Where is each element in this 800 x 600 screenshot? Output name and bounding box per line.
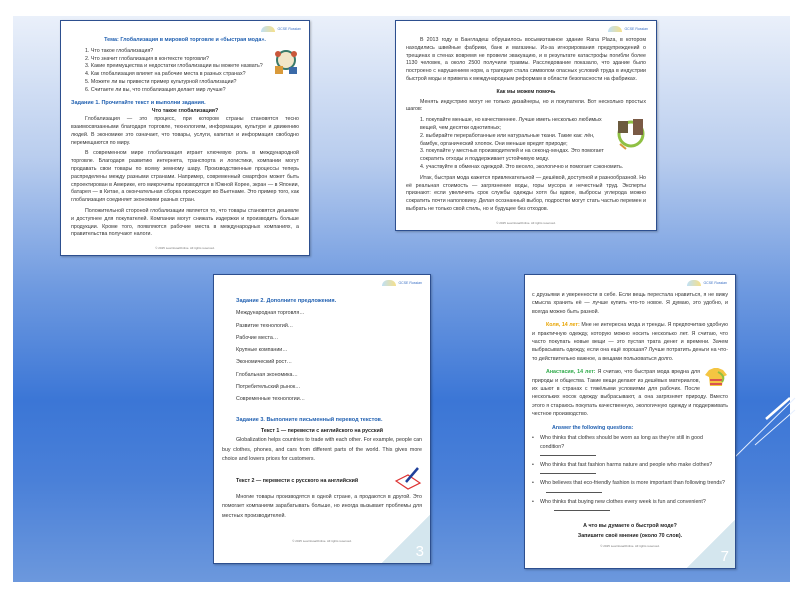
answer-line[interactable] bbox=[546, 492, 602, 493]
task-2-heading: Задание 2. Дополните предложения. bbox=[236, 298, 337, 304]
anastasia-text: Я считаю, что быстрая мода вредна для природы и общества. Такие вещи делают из дешёвых материалов, их шьют в странах с тяжёлыми условиями для рабочих. После нескольких носок одежду выбрасывают, а она загрязняет природу. Вместо этого я стараюсь покупать качественную, экологичную одежду и поддерживать честное производство. bbox=[532, 369, 728, 418]
question-item: • Who thinks that buying new clothes every week is fun and convenient? bbox=[532, 498, 728, 506]
answer-line[interactable] bbox=[554, 510, 610, 511]
gcse-logo bbox=[687, 280, 727, 286]
sentence-stem: Международная торговля… bbox=[236, 310, 305, 317]
text-2-heading: Текст 2 — перевести с русского на английский bbox=[236, 478, 359, 485]
logo-text: GCSE Russian bbox=[703, 280, 727, 285]
speaker-kolya: Коля, 14 лет: bbox=[546, 322, 580, 329]
step-item: 1. покупайте меньше, но качественнее. Лучше иметь несколько любимых вещей, чем десятки однотипных; bbox=[420, 117, 602, 131]
copyright-footer: © 2025 LearnGoalOnline. All rights reserved. bbox=[600, 543, 660, 548]
logo-text: GCSE Russian bbox=[624, 26, 648, 31]
question-item: • Who thinks that fast fashion harms nature and people who make clothes? bbox=[532, 461, 728, 469]
sentence-stem: Современные технологии… bbox=[236, 396, 305, 403]
copyright-footer: © 2025 LearnGoalOnline. All rights reserved. bbox=[496, 220, 556, 225]
tshirt-icon bbox=[704, 366, 728, 388]
closing-question: А что вы думаете о быстрой моде? bbox=[583, 523, 677, 530]
question-item: • Who believes that eco-friendly fashion is more important than following trends? bbox=[532, 479, 728, 487]
section-heading: Как мы можем помочь bbox=[496, 88, 556, 95]
sentence-stem: Крупные компании… bbox=[236, 347, 288, 354]
sentence-stem: Экономический рост… bbox=[236, 359, 292, 366]
step-item: 4. участвуйте в обменах одеждой. Это весело, экологично и помогает сэкономить. bbox=[420, 163, 624, 170]
step-item: 3. покупайте у местных производителей и на секонд-хендах. Это помогает сократить отходы и поддерживает устойчивую моду. bbox=[420, 148, 604, 163]
document-page-1 bbox=[60, 20, 310, 256]
answer-line[interactable] bbox=[540, 473, 596, 474]
text-2: Многие товары производятся в одной стране, а продаются в другой. Это помогает компаниям зарабатывать больше, но иногда вызывает проблемы для местных производителей. bbox=[222, 494, 422, 519]
paragraph: Положительной стороной глобализации является то, что товары становятся дешевле и доступнее для покупателей. Компании могут снижать издержки и производить больше продукции. Кроме того, появляются рабочие места в международных компаниях, а правительства получают налоги. bbox=[71, 207, 299, 238]
copyright-footer: © 2025 LearnGoalOnline. All rights reserved. bbox=[292, 539, 352, 543]
document-page-3 bbox=[213, 274, 431, 564]
writing-pencil-icon bbox=[394, 467, 422, 491]
document-page-2 bbox=[395, 20, 657, 231]
speaker-anastasia: Анастасия, 14 лет: bbox=[546, 369, 596, 376]
question-item: • Who thinks that clothes should be worn as long as they're still in good condition? bbox=[532, 434, 728, 451]
paragraph: Глобализация — это процесс, при котором страны становятся тесно взаимосвязанными благодаря торговле, технологиям, информации, культуре и движению людей. В экономике это означает, что товары, услуги, капитал и информация свободно перемещаются по миру. bbox=[71, 116, 299, 146]
kolya-text: Мне не интересна мода и тренды. Я предпочитаю удобную и практичную одежду, которую можно носить несколько лет. Я считаю, что часто покупать новые вещи — это пустая трата денег и времени. Зачем выбрасывать одежду, если она ещё хорошая? Лучше потратить деньги на что-то действительно важное, а вещами пользоваться долго. bbox=[532, 322, 728, 362]
paragraph: Итак, быстрая мода кажется привлекательной — дешёвой, доступной и разнообразной. Но её реальная стоимость — загрязнение воды, горы мусора и нечестный труд. Эксперты признают: если увеличить срок службы одежды хотя бы вдвое, выбросы углерода можно сократить почти наполовину. Делая осознанный выбор, подростки могут стать частью перемен и выбрать не только свой стиль, но и будущее без отходов. bbox=[406, 174, 646, 212]
answer-heading: Answer the following questions: bbox=[552, 424, 634, 431]
paragraph: В современном мире глобализация играет ключевую роль в международной торговле. Благодаря развитию интернета, транспорта и логистики, компании могут продавать свои товары по всему земному шару. Производственные процессы теперь распределены между разными странами. Например, современный смартфон может быть спроектирован в Америке, его микрочипы производятся в Южной Корее, экран — в Японии, батарея — в Китае, а окончательная сборка происходит во Вьетнаме. Это пример того, как глобализация соединяет экономики разных стран. bbox=[71, 150, 299, 204]
text-1: Globalization helps countries to trade with each other. For example, people can buy clothes, phones, and cars from different parts of the world. This gives more choice and lowers prices for customers. bbox=[222, 437, 422, 462]
paragraph: Менять индустрию могут не только дизайнеры, но и покупатели. Вот несколько простых шагов: bbox=[406, 98, 646, 113]
sentence-stem: Потребительский рынок… bbox=[236, 384, 301, 391]
gcse-logo bbox=[261, 26, 301, 32]
task-3-heading: Задание 3. Выполните письменный перевод текстов. bbox=[236, 416, 383, 423]
page-number: 7 bbox=[720, 547, 729, 565]
section-heading: Что такое глобализация? bbox=[151, 108, 219, 115]
topic-title: Тема: Глобализация в мировой торговле и «быстрая мода». bbox=[104, 37, 266, 43]
answer-line[interactable] bbox=[540, 455, 596, 456]
question: 2. Что значит глобализация в контексте торговли? bbox=[85, 55, 209, 62]
closing-task: Запишите своё мнение (около 70 слов). bbox=[577, 532, 683, 539]
question: 1. Что такое глобализация? bbox=[85, 47, 154, 54]
page-number: 3 bbox=[415, 543, 424, 560]
clothes-recycling-icon bbox=[616, 117, 646, 151]
gcse-logo bbox=[608, 26, 648, 32]
document-page-4 bbox=[524, 274, 736, 569]
logo-text: GCSE Russian bbox=[277, 26, 301, 31]
question: 3. Какие преимущества и недостатки глобализации вы можете назвать? bbox=[85, 63, 263, 70]
question: 5. Можете ли вы привести пример культурной глобализации? bbox=[85, 78, 237, 85]
copyright-footer: © 2025 LearnGoalOnline. All rights reserved. bbox=[155, 246, 215, 251]
task-1-heading: Задание 1. Прочитайте текст и выполни задания. bbox=[71, 99, 206, 106]
text-1-heading: Текст 1 — перевести с английского на русский bbox=[260, 427, 384, 434]
question: 4. Как глобализация влияет на рабочие места в разных странах? bbox=[85, 71, 246, 78]
paragraph: с друзьями и уверенности в себе. Если вещь перестала нравиться, я не вижу смысла хранить её — лучше купить что-то новое. Я думаю, это удобно, и всегда можно быть разной. bbox=[532, 292, 728, 315]
sentence-stem: Развитие технологий… bbox=[236, 322, 294, 329]
sentence-stem: Рабочие места… bbox=[236, 334, 279, 341]
step-item: 2. выбирайте переработанные или натуральные ткани. Такие как: лён, бамбук, органический хлопок. Они меньше вредят природе; bbox=[420, 132, 595, 147]
question: 6. Считаете ли вы, что глобализация делает мир лучше? bbox=[85, 86, 226, 93]
globe-trade-icon bbox=[273, 48, 299, 76]
logo-text: GCSE Russian bbox=[398, 280, 422, 285]
gcse-logo bbox=[382, 280, 422, 286]
sentence-stem: Глобальная экономика… bbox=[236, 371, 298, 378]
paragraph: В 2013 году в Бангладеш обрушилось восьмиэтажное здание Rana Plaza, в котором находились швейные фабрики, банк и магазины. Из-за игнорирования предупреждений о трещинах в стенах вовремя не провели эвакуацию, и в результате катастрофы погибли более 1130 человек, а около 2500 получили травмы. Расследование показало, что здание было построено с нарушением норм, а трагедия стала символом опасных условий труда в индустрии быстрой моды и привела к международным реформам в области безопасности на фабриках. bbox=[406, 37, 646, 82]
